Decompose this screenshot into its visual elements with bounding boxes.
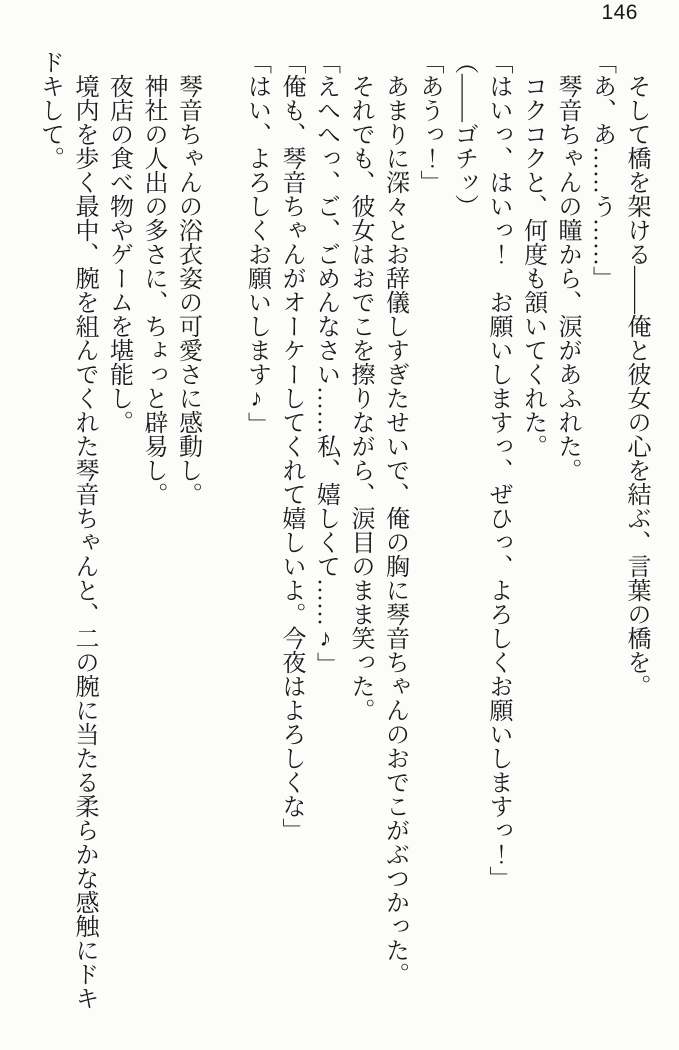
text-line-08: あまりに深々とお辞儀しすぎたせいで、俺の胸に琴音ちゃんのおでこがぶつかった。 — [381, 74, 408, 986]
text-line-07: 「あうっ！」 — [416, 50, 442, 194]
text-line-04: コクコクと、何度も頷いてくれた。 — [519, 74, 546, 458]
text-line-13: 琴音ちゃんの浴衣姿の可愛さに感動し。 — [174, 74, 201, 506]
text-line-09: それでも、彼女はおでこを擦りながら、涙目のまま笑った。 — [347, 74, 373, 722]
vertical-text-block — [29, 50, 653, 1016]
text-line-10: 「えへへっ、ご、ごめんなさい……私、嬉しくて……♪」 — [312, 50, 339, 676]
text-line-02: 「あ、あ……う……」 — [588, 50, 615, 290]
text-line-03: 琴音ちゃんの瞳から、涙があふれた。 — [554, 74, 580, 482]
text-line-11: 「俺も、琴音ちゃんがオーケーしてくれて嬉しいよ。今夜はよろしくな」 — [278, 50, 304, 842]
text-line-14: 神社の人出の多さに、ちょっと辟易し。 — [140, 74, 166, 506]
text-line-06: （――ゴチッ） — [450, 50, 477, 218]
blank-line — [205, 50, 240, 1016]
text-line-05: 「はいっ、はいっ！ お願いしますっ、ぜひっ、よろしくお願いしますっ！」 — [485, 50, 511, 890]
text-line-16: 境内を歩く最中、腕を組んでくれた琴音ちゃんと、二の腕に当たる柔らかな感触にドキドキして。 — [36, 50, 97, 1010]
page-number: 146 — [601, 1, 638, 24]
text-line-15: 夜店の食べ物やゲームを堪能し。 — [105, 74, 132, 434]
text-line-01: そして橋を架ける――俺と彼女の心を結ぶ、言葉の橋を。 — [623, 74, 649, 698]
text-line-12: 「はい、よろしくお願いします♪」 — [243, 50, 270, 436]
